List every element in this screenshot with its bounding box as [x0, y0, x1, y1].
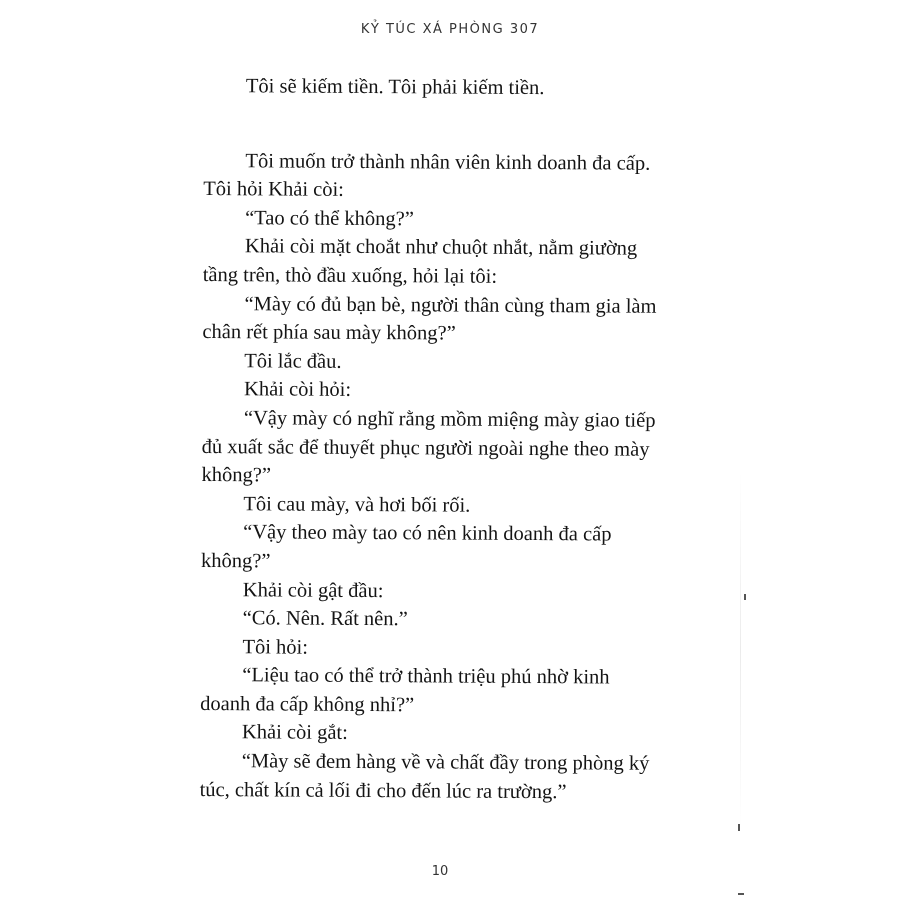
scan-speck: [738, 893, 744, 895]
paragraph: Khải còi hỏi:: [243, 378, 352, 402]
running-header: KỶ TÚC XÁ PHÒNG 307: [360, 22, 540, 37]
paragraph: “Vậy theo mày tao có nên kinh doanh đa cấp không?”: [200, 521, 612, 573]
paragraph: “Mày có đủ bạn bè, người thân cùng tham gia làm chân rết phía sau mày không?”: [202, 292, 657, 345]
paragraph: “Mày sẽ đem hàng về và chất đầy trong phòng ký túc, chất kín cả lối đi cho đến lúc ra trường.”: [199, 750, 650, 803]
body-text: [200, 72, 704, 807]
paragraph: Khải còi gật đầu:: [242, 578, 384, 602]
paragraph: “Vậy mày có nghĩ rằng mồm miệng mày giao tiếp đủ xuất sắc để thuyết phục người ngoài nghe theo mày không?”: [201, 407, 656, 487]
paragraph: Tôi muốn trở thành nhân viên kinh doanh đa cấp. Tôi hỏi Khải còi:: [203, 149, 651, 202]
paragraph: Tôi lắc đầu.: [244, 350, 342, 373]
paragraph: Khải còi mặt choắt như chuột nhắt, nằm giường tầng trên, thò đầu xuống, hỏi lại tôi:: [202, 235, 638, 288]
scan-speck: [738, 824, 740, 831]
paragraph: “Có. Nên. Rất nên.”: [242, 607, 408, 631]
paragraph: Tôi hỏi:: [242, 635, 309, 659]
paragraph: Khải còi gắt:: [241, 721, 348, 745]
paragraph: “Liệu tao có thể trở thành triệu phú nhờ kinh doanh đa cấp không nhỉ?”: [200, 664, 610, 717]
paragraph-opening: Tôi sẽ kiếm tiền. Tôi phải kiếm tiền.: [245, 75, 545, 100]
scan-speck: [744, 594, 746, 600]
paragraph: “Tao có thể không?”: [245, 207, 414, 231]
scan-edge-shadow: [740, 470, 741, 830]
paragraph: Tôi cau mày, và hơi bối rối.: [243, 492, 471, 517]
page-number: 10: [431, 864, 449, 879]
